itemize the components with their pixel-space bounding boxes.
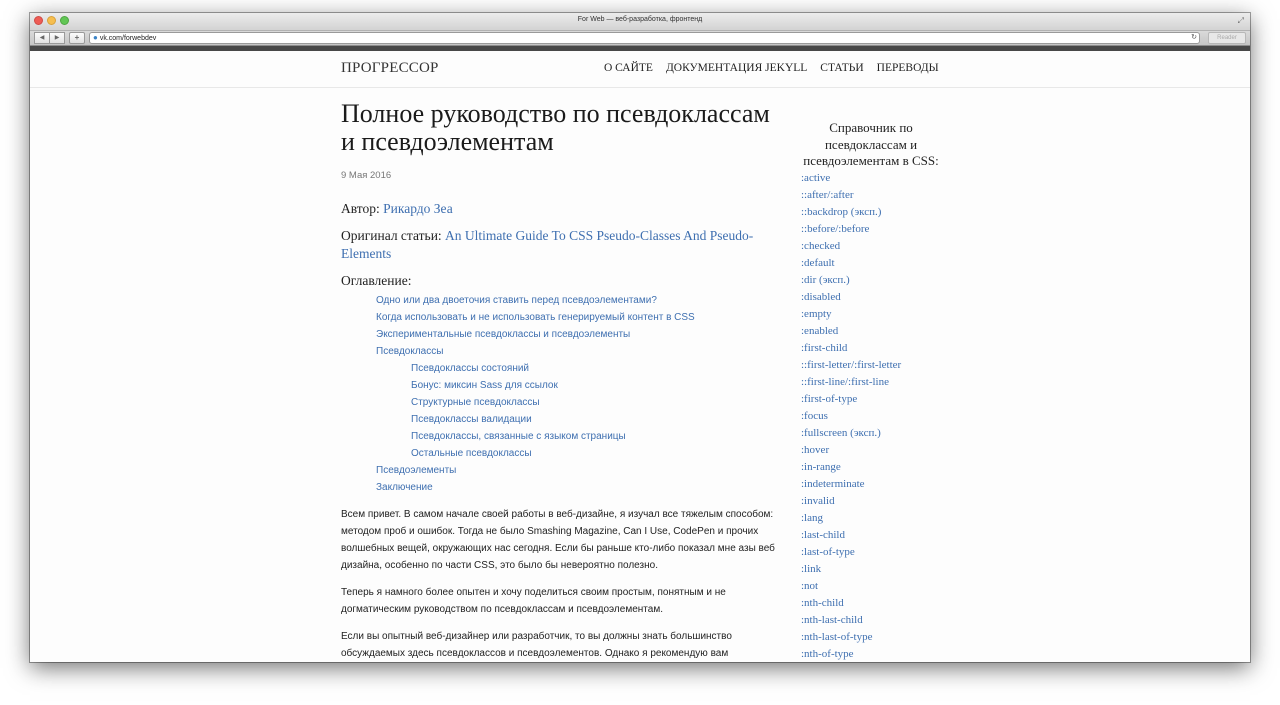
url-text: vk.com/forwebdev — [99, 35, 157, 42]
address-bar[interactable] — [89, 32, 1200, 44]
sidebar-title: Справочник по псевдоклассам и псевдоэлементам в CSS: — [803, 120, 939, 168]
sidebar-item[interactable]: :checked — [801, 239, 841, 252]
toc-link[interactable]: Остальные псевдоклассы — [411, 448, 532, 459]
sidebar-item[interactable]: :indeterminate — [801, 477, 865, 490]
toc-link[interactable]: Структурные псевдоклассы — [411, 397, 540, 408]
article-author — [341, 201, 776, 217]
nav-translations[interactable]: ПЕРЕВОДЫ — [876, 62, 939, 74]
sidebar-item[interactable]: :not — [801, 579, 819, 592]
original-article-link[interactable]: An Ultimate Guide To CSS Pseudo-Classes And Pseudo-Elements — [341, 228, 754, 261]
forward-button[interactable]: ▶ — [50, 32, 65, 44]
sidebar-item[interactable]: :active — [801, 171, 831, 184]
add-bookmark-button[interactable]: + — [69, 32, 85, 44]
sidebar-list — [801, 170, 941, 663]
site-nav — [604, 62, 939, 74]
browser-toolbar — [30, 31, 1250, 46]
sidebar-item[interactable]: :disabled — [801, 290, 841, 303]
web-page — [30, 51, 1250, 662]
toc-item[interactable] — [341, 394, 776, 411]
sidebar-item[interactable]: :fullscreen (эксп.) — [801, 426, 881, 439]
sidebar-item[interactable]: :first-child — [801, 341, 848, 354]
sidebar-item[interactable]: ::after/:after — [801, 188, 854, 201]
sidebar-item[interactable]: :hover — [801, 443, 830, 456]
sidebar-item[interactable]: :nth-child — [801, 596, 844, 609]
toc-item[interactable] — [341, 292, 776, 309]
article-date: 9 Мая 2016 — [341, 170, 392, 181]
paragraph-3: Если вы опытный веб-дизайнер или разработчик, то вы должны знать большинство обсуждаемых здесь псевдоклассов и псевдоэлементов. Однако я рекомендую вам — [341, 631, 732, 659]
toc-link[interactable]: Псевдоклассы — [376, 346, 444, 357]
toc-item[interactable] — [341, 445, 776, 462]
sidebar-item[interactable]: :nth-of-type — [801, 647, 854, 660]
sidebar-item[interactable]: :nth-last-child — [801, 613, 863, 626]
window-title: For Web — веб-разработка, фронтенд — [577, 16, 703, 23]
toc-link[interactable]: Бонус: миксин Sass для ссылок — [411, 380, 558, 391]
sidebar-item[interactable]: ::first-letter/:first-letter — [801, 358, 902, 371]
sidebar-item[interactable]: :lang — [801, 511, 823, 524]
toc-link[interactable]: Псевдоклассы, связанные с языком страницы — [411, 431, 626, 442]
table-of-contents — [341, 292, 776, 496]
toc-item[interactable] — [341, 462, 776, 479]
toc-item[interactable] — [341, 411, 776, 428]
sidebar-item[interactable]: ::first-line/:first-line — [801, 375, 889, 388]
toc-link[interactable]: Псевдоклассы валидации — [411, 414, 532, 425]
navigation-buttons — [34, 32, 85, 44]
sidebar-item[interactable]: :enabled — [801, 324, 839, 337]
toc-item[interactable] — [341, 309, 776, 326]
sidebar-item[interactable]: :default — [801, 256, 835, 269]
sidebar-item[interactable]: :nth-last-of-type — [801, 630, 873, 643]
article — [341, 100, 776, 662]
nav-articles[interactable]: СТАТЬИ — [820, 62, 864, 74]
author-link[interactable]: Рикардо Зеа — [383, 201, 453, 216]
sidebar-item[interactable]: :last-of-type — [801, 545, 855, 558]
sidebar-item[interactable]: :first-of-type — [801, 392, 858, 405]
toc-item[interactable] — [341, 479, 776, 496]
site-title[interactable]: ПРОГРЕССОР — [341, 60, 439, 76]
toc-item[interactable] — [341, 326, 776, 343]
toc-item[interactable] — [341, 360, 776, 377]
sidebar-item[interactable]: :dir (эксп.) — [801, 273, 850, 286]
site-header — [30, 51, 1250, 88]
toc-heading: Оглавление: — [341, 273, 412, 288]
paragraph-1: Всем привет. В самом начале своей работы в веб-дизайне, я изучал все тяжелым способом: методом проб и ошибок. Тогда не было Smashing Magazine, Can I Use, CodePen и прочих волшебных вещей, окружающих нас сегодня. Если бы раньше кто-либо показал мне азы веб дизайна, особенно по части CSS, это было бы невероятно полезно. — [341, 509, 775, 571]
toc-link[interactable]: Экспериментальные псевдоклассы и псевдоэлементы — [376, 329, 631, 340]
title-bar — [30, 13, 1250, 31]
toc-link[interactable]: Когда использовать и не использовать генерируемый контент в CSS — [376, 312, 695, 323]
globe-icon: ● — [93, 33, 98, 42]
author-label: Автор: — [341, 201, 384, 216]
reference-sidebar — [801, 120, 941, 662]
back-button[interactable]: ◀ — [34, 32, 50, 44]
sidebar-item[interactable]: :link — [801, 562, 822, 575]
browser-window — [30, 13, 1250, 662]
sidebar-item[interactable]: ::backdrop (эксп.) — [801, 205, 882, 218]
article-title: Полное руководство по псевдоклассам и псевдоэлементам — [341, 99, 770, 156]
original-label: Оригинал статьи: — [341, 228, 446, 243]
fullscreen-icon[interactable]: ⤢ — [1237, 16, 1244, 25]
nav-about[interactable]: О САЙТЕ — [604, 62, 653, 74]
sidebar-item[interactable]: ::before/:before — [801, 222, 870, 235]
sidebar-item[interactable]: :last-child — [801, 528, 845, 541]
toc-link[interactable]: Псевдоклассы состояний — [411, 363, 530, 374]
toc-link[interactable]: Заключение — [376, 482, 433, 493]
reload-icon[interactable]: ↻ — [1191, 34, 1197, 41]
nav-jekyll-docs[interactable]: ДОКУМЕНТАЦИЯ JEKYLL — [665, 62, 808, 74]
toc-link[interactable]: Одно или два двоеточия ставить перед псевдоэлементами? — [376, 295, 657, 306]
toc-item[interactable] — [341, 428, 776, 445]
sidebar-item[interactable]: :empty — [801, 307, 832, 320]
toc-item[interactable] — [341, 343, 776, 360]
original-article — [341, 227, 776, 263]
paragraph-2: Теперь я намного более опытен и хочу поделиться своим простым, понятным и не догматическим руководством по псевдоклассам и псевдоэлементам. — [341, 587, 726, 615]
sidebar-item[interactable]: :focus — [801, 409, 828, 422]
sidebar-item[interactable]: :invalid — [801, 494, 835, 507]
sidebar-item[interactable]: :in-range — [801, 460, 841, 473]
toc-link[interactable]: Псевдоэлементы — [376, 465, 457, 476]
reader-button[interactable]: Reader — [1208, 32, 1246, 44]
toc-item[interactable] — [341, 377, 776, 394]
